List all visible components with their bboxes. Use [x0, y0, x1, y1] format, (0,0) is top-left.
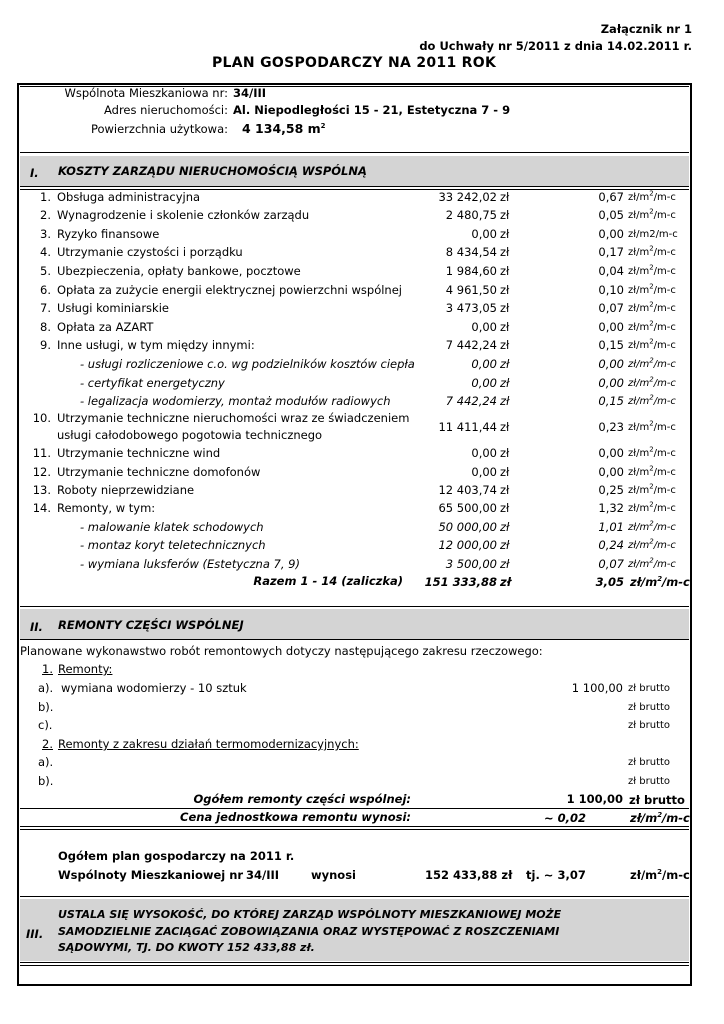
row-label: - certyfikat energetyczny — [80, 376, 225, 390]
item-unit: zł brutto — [628, 683, 671, 694]
row-unit: zł/m2/m-c — [628, 229, 678, 240]
row-amount: 7 442,24 — [445, 338, 497, 352]
row-rate: 0,00 — [598, 465, 624, 479]
row-number: 7. — [40, 301, 51, 315]
row-currency: zł — [500, 301, 510, 315]
row-amount: 7 442,24 — [445, 394, 497, 408]
section1-title: KOSZTY ZARZĄDU NIERUCHOMOŚCIĄ WSPÓLNĄ — [58, 164, 367, 178]
row-currency: zł — [500, 465, 510, 479]
row-label: Wynagrodzenie i skolenie członków zarządu — [57, 208, 310, 222]
section2-group1-no: 1. — [42, 662, 53, 676]
row-label: Inne usługi, w tym między innymi: — [57, 338, 255, 352]
row-amount: 1 984,60 — [445, 264, 497, 278]
row-label: - usługi rozliczeniowe c.o. wg podzielników kosztów ciepła — [80, 357, 415, 371]
community-label: Wspólnota Mieszkaniowa nr: — [64, 86, 228, 100]
row-rate: 1,01 — [598, 520, 624, 534]
row-amount: 0,00 — [471, 357, 497, 371]
item-unit: zł brutto — [628, 776, 671, 787]
item-letter: b). — [38, 774, 54, 788]
row-rate: 0,00 — [598, 320, 624, 334]
row-currency: zł — [500, 357, 510, 371]
summary-line1: Ogółem plan gospodarczy na 2011 r. — [58, 849, 295, 863]
item-letter: a). — [38, 755, 54, 769]
row-currency: zł — [500, 208, 510, 222]
row-amount: 2 480,75 — [445, 208, 497, 222]
row-rate: 1,32 — [598, 501, 624, 515]
section1-total-rate: 3,05 — [595, 575, 624, 589]
row-label: Opłata za zużycie energii elektrycznej powierzchni wspólnej — [57, 283, 402, 297]
row-currency: zł — [500, 190, 510, 204]
row-currency: zł — [500, 264, 510, 278]
item-unit: zł brutto — [628, 702, 671, 713]
row-label: Ryzyko finansowe — [57, 227, 160, 241]
section1-total-cur: zł — [500, 575, 512, 589]
row-currency: zł — [500, 557, 510, 571]
row-unit: $zł/m^2/m-c$ — [628, 500, 676, 514]
summary-unit: $zł/m^2/m-c$ — [630, 868, 690, 882]
section1-roman: I. — [30, 166, 39, 180]
address-value: Al. Niepodległości 15 - 21, Estetyczna 7 - 9 — [233, 103, 511, 117]
row-amount: 0,00 — [471, 320, 497, 334]
row-amount: 65 500,00 — [438, 501, 497, 515]
row-amount: 12 403,74 — [438, 483, 497, 497]
attachment-label: Załącznik nr 1 — [600, 22, 692, 36]
row-label: Opłata za AZART — [57, 320, 154, 334]
row-unit: $zł/m^2/m-c$ — [628, 464, 676, 478]
row-currency: zł — [500, 320, 510, 334]
row-label: Usługi kominiarskie — [57, 301, 169, 315]
row-rate: 0,24 — [598, 538, 624, 552]
row-label: - wymiana luksferów (Estetyczna 7, 9) — [80, 557, 300, 571]
row-number: 12. — [32, 465, 51, 479]
row-number: 6. — [40, 283, 51, 297]
row-number: 3. — [40, 227, 51, 241]
row-currency: zł — [500, 520, 510, 534]
row-number: 2. — [40, 208, 51, 222]
community-value: 34/III — [233, 86, 267, 100]
row-currency: zł — [500, 446, 510, 460]
row-rate: 0,00 — [598, 227, 624, 241]
item-letter: c). — [38, 718, 53, 732]
row-unit: $zł/m^2/m-c$ — [628, 319, 676, 333]
row-label: - malowanie klatek schodowych — [80, 520, 264, 534]
row-amount: 33 242,02 — [438, 190, 497, 204]
row-number: 8. — [40, 320, 51, 334]
section2-total-unit: zł brutto — [629, 793, 685, 807]
row-number: 14. — [32, 501, 51, 515]
section2-group2-label: Remonty z zakresu działań termomodernizacyjnych: — [58, 737, 359, 751]
row-currency: zł — [500, 394, 510, 408]
row-unit: $zł/m^2/m-c$ — [628, 556, 676, 570]
row-unit: $zł/m^2/m-c$ — [628, 375, 676, 389]
row-label: Utrzymanie techniczne nieruchomości wraz ze świadczeniem — [57, 411, 410, 425]
item-unit: zł brutto — [628, 720, 671, 731]
row-number: 11. — [32, 446, 51, 460]
row-label-cont: usługi całodobowego pogotowia technicznego — [57, 428, 323, 442]
row-amount: 4 961,50 — [445, 283, 497, 297]
row-number: 9. — [40, 338, 51, 352]
row-number: 4. — [40, 245, 51, 259]
row-currency: zł — [500, 227, 510, 241]
row-amount: 8 434,54 — [445, 245, 497, 259]
row-amount: 50 000,00 — [438, 520, 497, 534]
row-currency: zł — [500, 376, 510, 390]
summary-word: wynosi — [311, 868, 356, 882]
row-unit: $zł/m^2/m-c$ — [628, 445, 676, 459]
row-unit: $zł/m^2/m-c$ — [628, 207, 676, 221]
row-rate: 0,67 — [598, 190, 624, 204]
summary-community-no: 34/III — [246, 868, 280, 882]
section3-line1: USTALA SIĘ WYSOKOŚĆ, DO KTÓREJ ZARZĄD WSPÓLNOTY MIESZKANIOWEJ MOŻE — [58, 908, 562, 921]
row-unit: $zł/m^2/m-c$ — [628, 189, 676, 203]
item-letter: b). — [38, 700, 54, 714]
row-currency: zł — [500, 538, 510, 552]
row-label: Obsługa administracyjna — [57, 190, 201, 204]
row-label: Remonty, w tym: — [57, 501, 156, 515]
row-label: Utrzymanie techniczne domofonów — [57, 465, 261, 479]
row-unit: $zł/m^2/m-c$ — [628, 356, 676, 370]
unit-cost-label: Cena jednostkowa remontu wynosi: — [180, 810, 411, 824]
row-rate: 0,00 — [598, 446, 624, 460]
section2-intro: Planowane wykonawstwo robót remontowych dotyczy następującego zakresu rzeczowego: — [20, 644, 543, 658]
summary-approx: tj. ~ 3,07 — [526, 868, 586, 882]
section3-line3: SĄDOWYMI, TJ. DO KWOTY 152 433,88 zł. — [58, 941, 315, 954]
row-currency: zł — [500, 283, 510, 297]
row-label: - legalizacja wodomierzy, montaż modułów radiowych — [80, 394, 391, 408]
row-currency: zł — [500, 420, 510, 434]
row-number: 10. — [32, 411, 51, 425]
address-label: Adres nieruchomości: — [103, 103, 228, 117]
row-amount: 0,00 — [471, 376, 497, 390]
item-letter: a). — [38, 681, 54, 695]
row-currency: zł — [500, 501, 510, 515]
summary-amount: 152 433,88 zł — [425, 868, 513, 882]
row-label: Roboty nieprzewidziane — [57, 483, 195, 497]
page-title: PLAN GOSPODARCZY NA 2011 ROK — [212, 55, 497, 71]
row-amount: 0,00 — [471, 227, 497, 241]
unit-cost-unit: $zł/m^2/m-c$ — [630, 811, 690, 825]
section2-roman: II. — [30, 620, 43, 634]
row-currency: zł — [500, 338, 510, 352]
section1-total-label: Razem 1 - 14 (zaliczka) — [253, 574, 403, 588]
row-unit: $zł/m^2/m-c$ — [628, 537, 676, 551]
row-amount: 0,00 — [471, 465, 497, 479]
section2-group1-label: Remonty: — [58, 662, 113, 676]
row-amount: 3 473,05 — [445, 301, 497, 315]
unit-cost-value: ~ 0,02 — [544, 811, 587, 825]
row-rate: 0,10 — [598, 283, 624, 297]
row-rate: 0,07 — [598, 301, 624, 315]
row-amount: 11 411,44 — [438, 420, 497, 434]
row-unit: $zł/m^2/m-c$ — [628, 263, 676, 277]
row-number: 13. — [32, 483, 51, 497]
row-label: Utrzymanie czystości i porządku — [57, 245, 243, 259]
resolution-label: do Uchwały nr 5/2011 z dnia 14.02.2011 r. — [419, 39, 692, 53]
row-rate: 0,00 — [598, 376, 624, 390]
item-unit: zł brutto — [628, 757, 671, 768]
section2-total-label: Ogółem remonty części wspólnej: — [193, 792, 411, 806]
row-rate: 0,00 — [598, 357, 624, 371]
row-unit: $zł/m^2/m-c$ — [628, 244, 676, 258]
section2-title: REMONTY CZĘŚCI WSPÓLNEJ — [58, 618, 244, 632]
section2-total-amount: 1 100,00 — [566, 792, 623, 806]
row-rate: 0,15 — [598, 338, 624, 352]
row-unit: $zł/m^2/m-c$ — [628, 519, 676, 533]
section3-roman: III. — [26, 927, 44, 941]
row-number: 5. — [40, 264, 51, 278]
row-amount: 0,00 — [471, 446, 497, 460]
section1-total-amount: 151 333,88 — [424, 575, 497, 589]
row-currency: zł — [500, 245, 510, 259]
area-label: Powierzchnia użytkowa: — [90, 122, 228, 136]
row-rate: 0,17 — [598, 245, 624, 259]
item-amount: 1 100,00 — [571, 681, 623, 695]
row-rate: 0,25 — [598, 483, 624, 497]
section3-line2: SAMODZIELNIE ZACIĄGAĆ ZOBOWIĄZANIA ORAZ WYSTĘPOWAĆ Z ROSZCZENIAMI — [58, 925, 560, 938]
row-label: Utrzymanie techniczne wind — [57, 446, 221, 460]
row-rate: 0,15 — [598, 394, 624, 408]
section1-total-unit: $zł/m^2/m-c$ — [630, 575, 690, 589]
row-unit: $zł/m^2/m-c$ — [628, 419, 676, 433]
row-unit: $zł/m^2/m-c$ — [628, 282, 676, 296]
area-value: 4 134,58 $m^2$ — [242, 121, 326, 136]
row-number: 1. — [40, 190, 51, 204]
row-unit: $zł/m^2/m-c$ — [628, 482, 676, 496]
item-label: wymiana wodomierzy - 10 sztuk — [61, 681, 247, 695]
row-currency: zł — [500, 483, 510, 497]
summary-community-label: Wspólnoty Mieszkaniowej nr — [58, 868, 244, 882]
row-rate: 0,05 — [598, 208, 624, 222]
row-rate: 0,04 — [598, 264, 624, 278]
row-rate: 0,23 — [598, 420, 624, 434]
row-unit: $zł/m^2/m-c$ — [628, 300, 676, 314]
row-label: - montaz koryt teletechnicznych — [80, 538, 266, 552]
row-label: Ubezpieczenia, opłaty bankowe, pocztowe — [57, 264, 301, 278]
row-unit: $zł/m^2/m-c$ — [628, 337, 676, 351]
row-amount: 12 000,00 — [438, 538, 497, 552]
section2-group2-no: 2. — [42, 737, 53, 751]
row-rate: 0,07 — [598, 557, 624, 571]
row-unit: $zł/m^2/m-c$ — [628, 393, 676, 407]
row-amount: 3 500,00 — [445, 557, 497, 571]
